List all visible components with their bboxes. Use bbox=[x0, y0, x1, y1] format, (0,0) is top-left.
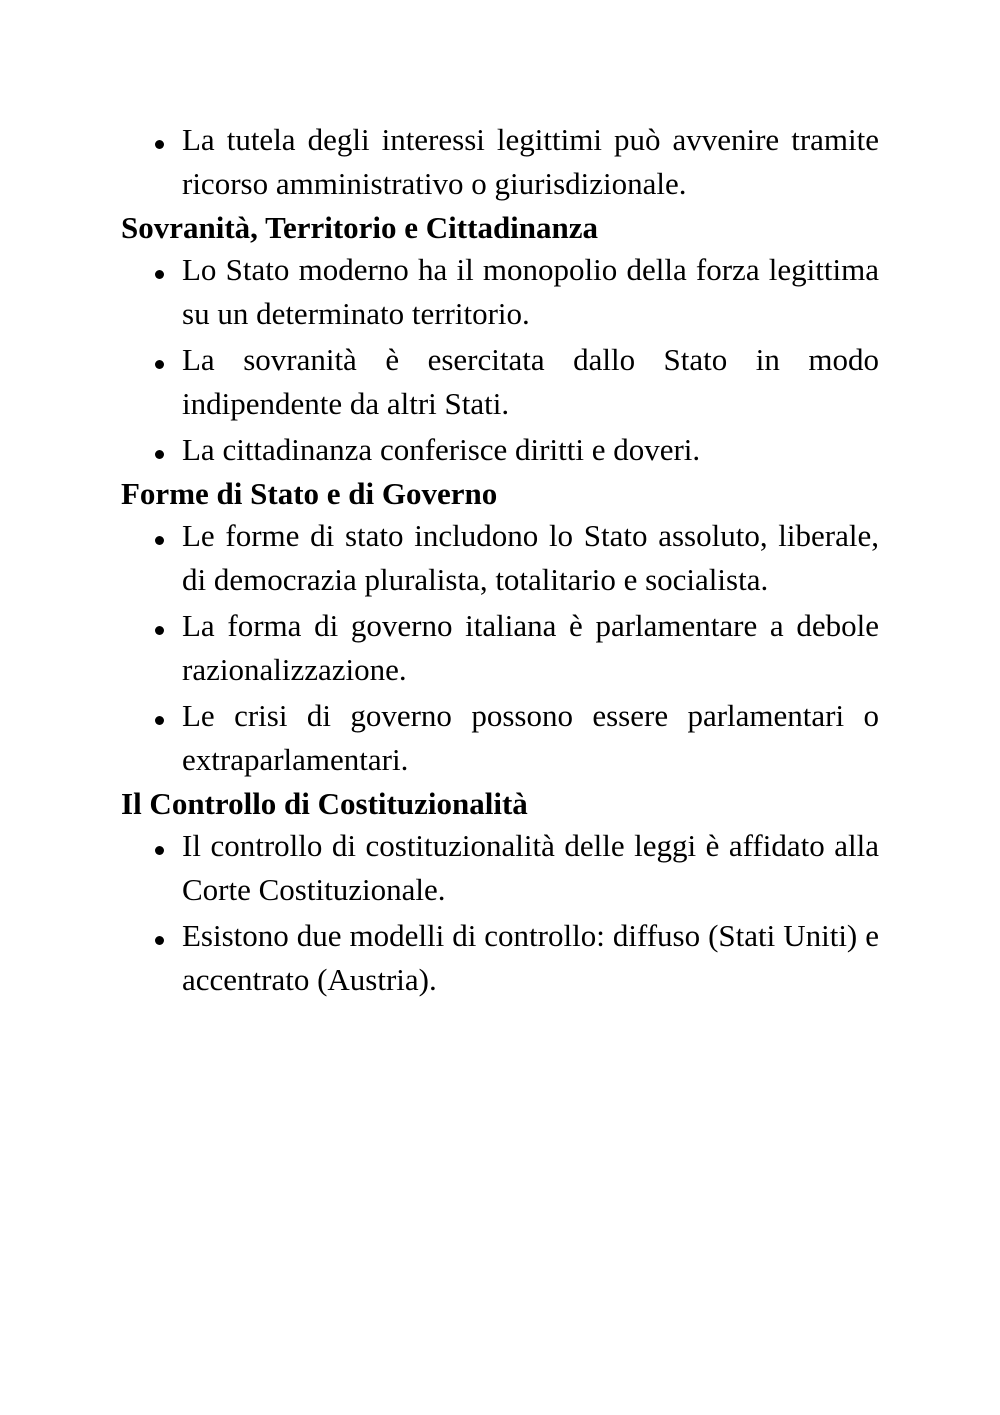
list-item: La cittadinanza conferisce diritti e doveri. bbox=[121, 428, 879, 472]
list-item: La sovranità è esercitata dallo Stato in modo indipendente da altri Stati. bbox=[121, 338, 879, 426]
document-page bbox=[121, 118, 879, 1004]
intro-bullet-list bbox=[121, 118, 879, 206]
section-heading-forme: Forme di Stato e di Governo bbox=[121, 476, 498, 511]
sovranita-bullet-list bbox=[121, 248, 879, 472]
controllo-bullet-list bbox=[121, 824, 879, 1002]
list-item: La tutela degli interessi legittimi può avvenire tramite ricorso amministrativo o giurisdizionale. bbox=[121, 118, 879, 206]
list-item: Le crisi di governo possono essere parlamentari o extraparlamentari. bbox=[121, 694, 879, 782]
list-item: La forma di governo italiana è parlamentare a debole razionalizzazione. bbox=[121, 604, 879, 692]
forme-bullet-list bbox=[121, 514, 879, 782]
list-item: Il controllo di costituzionalità delle leggi è affidato alla Corte Costituzionale. bbox=[121, 824, 879, 912]
section-heading-sovranita: Sovranità, Territorio e Cittadinanza bbox=[121, 210, 599, 245]
section-heading-controllo: Il Controllo di Costituzionalità bbox=[121, 786, 528, 821]
list-item: Lo Stato moderno ha il monopolio della forza legittima su un determinato territorio. bbox=[121, 248, 879, 336]
list-item: Esistono due modelli di controllo: diffuso (Stati Uniti) e accentrato (Austria). bbox=[121, 914, 879, 1002]
list-item: Le forme di stato includono lo Stato assoluto, liberale, di democrazia pluralista, totalitario e socialista. bbox=[121, 514, 879, 602]
